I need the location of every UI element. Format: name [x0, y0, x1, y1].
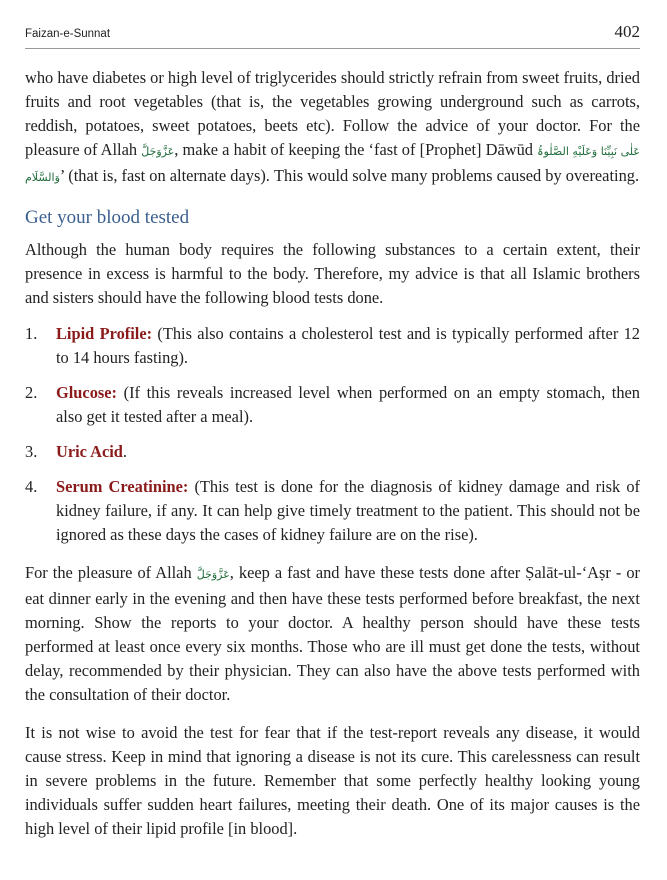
- page-number: 402: [614, 22, 640, 41]
- list-item: [25, 381, 640, 429]
- intro-text-1: who have diabetes or high level of triglycerides should strictly refrain from sweet fruits, dried fruits and root vegetables (that is, the vegetables growing underground such as carrots, reddish, potatoes, sweet potatoes, beets etc). Follow the advice of your doctor. For the pleasure of Allah: [25, 68, 640, 159]
- intro-text-2: , make a habit of keeping the ‘fast of [Prophet] Dāwūd: [174, 140, 538, 159]
- test-description: (If this reveals increased level when performed on an empty stomach, then also get it tested after a meal).: [56, 383, 640, 426]
- list-item: [25, 440, 640, 464]
- book-title: Faizan-e-Sunnat: [25, 28, 111, 40]
- list-number: 1.: [25, 324, 38, 343]
- test-description: (This also contains a cholesterol test and is typically performed after 12 to 14 hours fasting).: [56, 324, 640, 367]
- test-name: Glucose:: [56, 383, 118, 402]
- honorific-allah: عَزَّوَجَلَّ: [196, 568, 230, 581]
- list-number: 4.: [25, 477, 38, 496]
- page-header: [25, 20, 640, 49]
- test-name: Uric Acid: [56, 442, 123, 461]
- page-content: [25, 66, 640, 841]
- closing-paragraph: It is not wise to avoid the test for fear that if the test-report reveals any disease, it would cause stress. Keep in mind that ignoring a disease is not its cure. This carelessness can result in severe problems in the future. Remember that some perfectly healthy looking young individuals suffer sudden heart failures, meeting their death. One of its major causes is the high level of their lipid profile [in blood].: [25, 723, 640, 838]
- list-item: [25, 475, 640, 547]
- intro-text-3: ’ (that is, fast on alternate days). This would solve many problems caused by overeating.: [59, 166, 640, 185]
- test-description: (This test is done for the diagnosis of kidney damage and risk of kidney failure, if any. It can help give timely treatment to the patient. This should not be ignored as these days the cases of kidney failure are on the rise).: [56, 477, 640, 544]
- blood-test-list: [25, 322, 640, 547]
- honorific-prophet: عَلٰی نَبِیِّنَا وَعَلَیْهِ الصَّلٰوۃُ وَالسَّلَام: [25, 145, 640, 184]
- advice-text-2: , keep a fast and have these tests done after Ṣalāt-ul-‘Aṣr - or eat dinner early in the evening and then have these tests performed before breakfast, the next morning. Show the reports to your doctor. A healthy person should have these tests performed at least once every six months. Those who are ill must get done the tests, without delay, recommended by their physician. They can also have the above tests performed with the consultation of their doctor.: [25, 563, 640, 704]
- honorific-allah: عَزَّوَجَلَّ: [141, 145, 175, 158]
- list-number: 3.: [25, 442, 38, 461]
- list-item: [25, 322, 640, 370]
- section-lead: Although the human body requires the following substances to a certain extent, their presence in excess is harmful to the body. Therefore, my advice is that all Islamic brothers and sisters should have the following blood tests done.: [25, 240, 640, 307]
- test-description: .: [122, 442, 128, 461]
- tests-advice-paragraph: [25, 561, 640, 707]
- test-name: Serum Creatinine:: [56, 477, 189, 496]
- advice-text-1: For the pleasure of Allah: [25, 563, 197, 582]
- list-number: 2.: [25, 383, 38, 402]
- section-heading: Get your blood tested: [25, 207, 190, 228]
- test-name: Lipid Profile:: [56, 324, 153, 343]
- intro-paragraph: [25, 66, 640, 190]
